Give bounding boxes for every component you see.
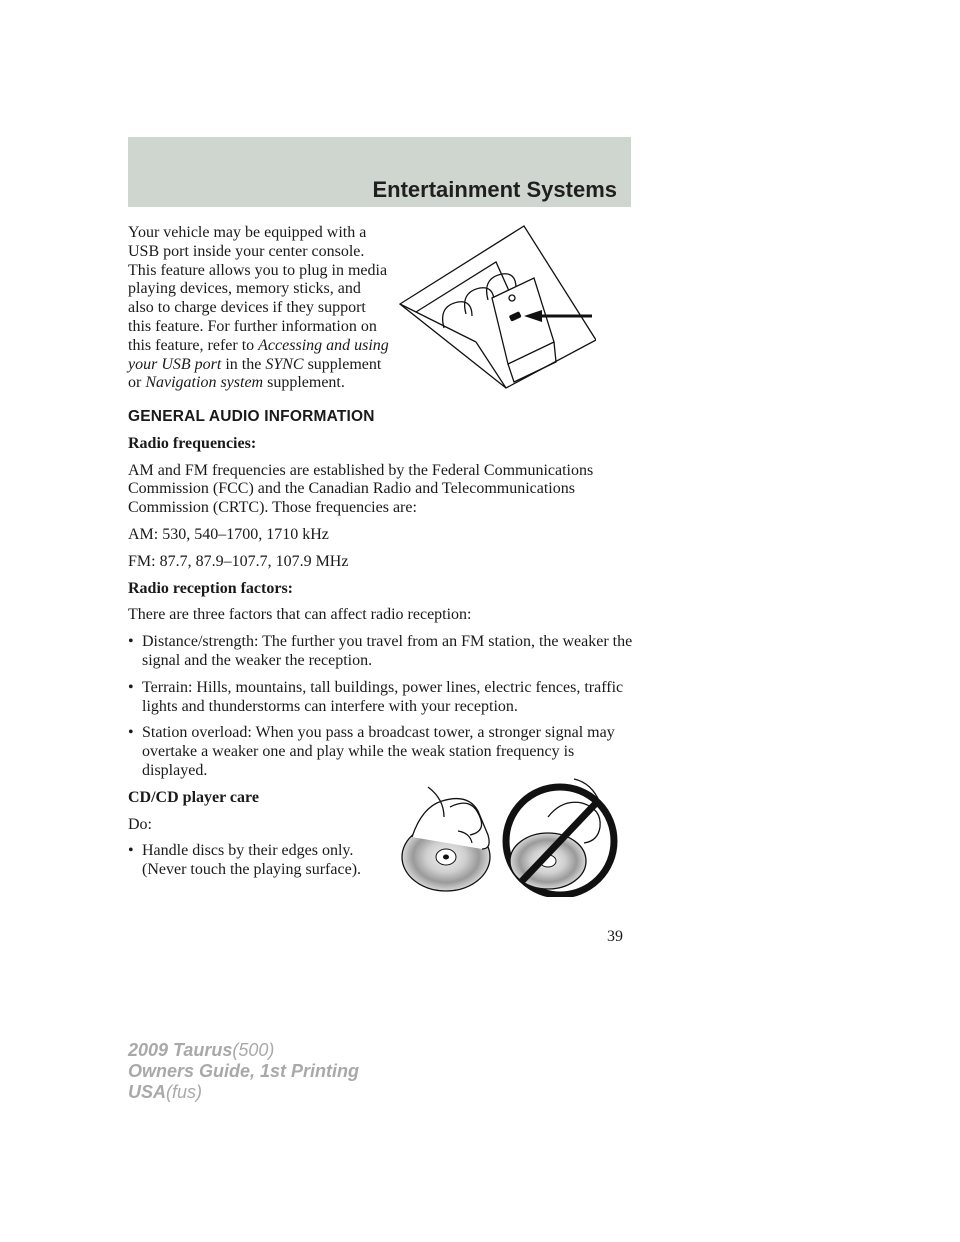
footer-line-2: [128, 1061, 359, 1082]
footer-market-code: (fus): [166, 1082, 203, 1102]
sync-reference: SYNC: [265, 355, 304, 373]
page-number: 39: [607, 928, 623, 945]
footer-code: (500): [232, 1040, 275, 1060]
intro-text: supplement or: [128, 355, 382, 392]
list-item: [128, 842, 392, 880]
do-label: Do:: [128, 815, 152, 833]
intro-text: Your vehicle may be equipped with a USB port inside your center console. This feature allows you to plug in media playing devices, memory sticks, and also to charge devices if they support this feature. For further information on this feature, refer to: [128, 224, 388, 354]
section-header-bar: [128, 137, 631, 207]
section-title: Entertainment Systems: [372, 177, 617, 202]
list-item-text: Distance/strength: The further you travel from an FM station, the weaker the signal and the weaker the reception.: [142, 633, 633, 669]
usb-port-illustration: [396, 222, 596, 390]
radio-frequencies-paragraph: AM and FM frequencies are established by the Federal Communications Commission (FCC) and the Canadian Radio and Telecommunications Commission (CRTC). Those frequencies are:: [128, 461, 594, 517]
bullet-icon: •: [128, 633, 134, 651]
footer-line-3: [128, 1082, 359, 1103]
navigation-reference: Navigation system: [145, 374, 264, 392]
footer-market: USA: [128, 1082, 167, 1102]
usb-intro-paragraph: [128, 224, 390, 393]
list-item-text: Station overload: When you pass a broadcast tower, a stronger signal may overtake a weaker one and play while the weak station frequency is displayed.: [142, 724, 615, 779]
bullet-icon: •: [128, 678, 134, 696]
footer-edition: Owners Guide, 1st Printing: [128, 1061, 360, 1081]
intro-text: in the: [221, 355, 266, 373]
list-item-text: Handle discs by their edges only. (Never touch the playing surface).: [142, 842, 362, 879]
footer-model: 2009 Taurus: [128, 1040, 233, 1060]
cd-handling-illustration: [398, 765, 626, 897]
cd-care-heading: CD/CD player care: [128, 788, 259, 806]
bullet-icon: •: [128, 724, 134, 742]
footer-line-1: [128, 1040, 359, 1061]
bullet-icon: •: [128, 842, 134, 860]
list-item: [128, 633, 638, 671]
section-heading: GENERAL AUDIO INFORMATION: [128, 408, 375, 425]
reception-factors-heading: Radio reception factors:: [128, 579, 293, 597]
usb-port-reference: Accessing and using your USB port: [128, 336, 389, 373]
am-frequencies: AM: 530, 540–1700, 1710 kHz: [128, 525, 329, 543]
radio-frequencies-heading: Radio frequencies:: [128, 434, 257, 452]
fm-frequencies: FM: 87.7, 87.9–107.7, 107.9 MHz: [128, 552, 349, 570]
reception-intro: There are three factors that can affect radio reception:: [128, 606, 472, 624]
list-item: [128, 679, 638, 717]
list-item-text: Terrain: Hills, mountains, tall buildings, power lines, electric fences, traffic lights and thunderstorms can interfere with your reception.: [142, 678, 624, 715]
document-footer: [128, 1040, 359, 1103]
intro-text: supplement.: [263, 374, 345, 392]
